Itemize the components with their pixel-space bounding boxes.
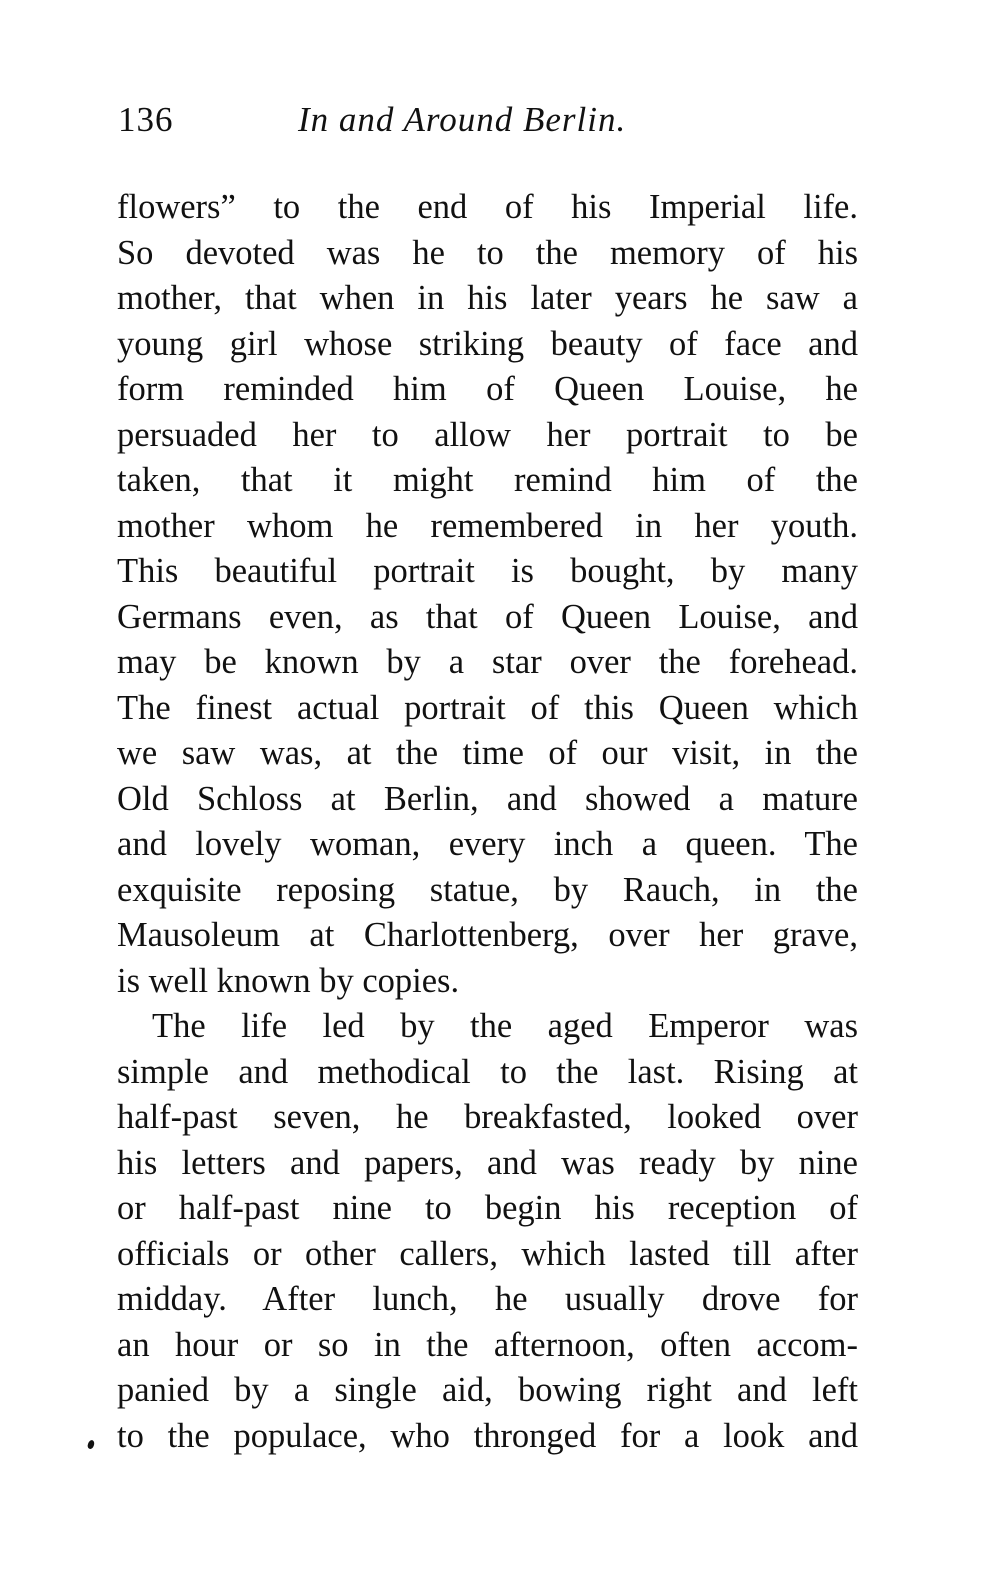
text-line: simple and methodical to the last. Rising at [117, 1052, 858, 1091]
page-number: 136 [118, 100, 174, 139]
text-line: or half-past nine to begin his reception of [117, 1189, 858, 1227]
text-line: flowers” to the end of his Imperial life. [117, 188, 858, 226]
text-line: Germans even, as that of Queen Louise, and [117, 597, 858, 636]
text-line: officials or other callers, which lasted till after [117, 1234, 858, 1273]
text-line: panied by a single aid, bowing right and left [117, 1371, 858, 1409]
text-line: The finest actual portrait of this Queen which [117, 688, 858, 727]
text-line: to the populace, who thronged for a look and [117, 1416, 858, 1455]
text-line: persuaded her to allow her portrait to be [117, 415, 858, 454]
running-title: In and Around Berlin. [298, 100, 627, 139]
text-line: mother, that when in his later years he saw a [117, 279, 858, 317]
text-line: form reminded him of Queen Louise, he [117, 370, 858, 408]
text-line: his letters and papers, and was ready by nine [117, 1143, 858, 1182]
text-line: mother whom he remembered in her youth. [117, 506, 858, 545]
running-head [118, 100, 878, 150]
paragraph-2 [117, 1004, 858, 1459]
text-line: Mausoleum at Charlottenberg, over her grave, [117, 916, 858, 954]
text-line: This beautiful portrait is bought, by many [117, 552, 858, 590]
text-line: young girl whose striking beauty of face and [117, 324, 858, 363]
text-line: and lovely woman, every inch a queen. The [117, 825, 858, 863]
text-line: is well known by copies. [117, 961, 460, 1000]
body-text [117, 185, 858, 1459]
paragraph-1 [117, 185, 858, 1004]
text-line: may be known by a star over the forehead. [117, 643, 858, 681]
text-line: we saw was, at the time of our visit, in the [117, 734, 858, 772]
text-line: an hour or so in the afternoon, often accom- [117, 1325, 858, 1364]
text-line: So devoted was he to the memory of his [117, 233, 858, 272]
ink-speck [87, 1439, 96, 1450]
text-line: exquisite reposing statue, by Rauch, in the [117, 870, 858, 909]
text-line: Old Schloss at Berlin, and showed a mature [117, 779, 858, 818]
text-line: taken, that it might remind him of the [117, 461, 858, 499]
text-line: midday. After lunch, he usually drove for [117, 1280, 858, 1318]
text-line: The life led by the aged Emperor was [152, 1007, 858, 1045]
text-line: half-past seven, he breakfasted, looked over [117, 1098, 858, 1136]
